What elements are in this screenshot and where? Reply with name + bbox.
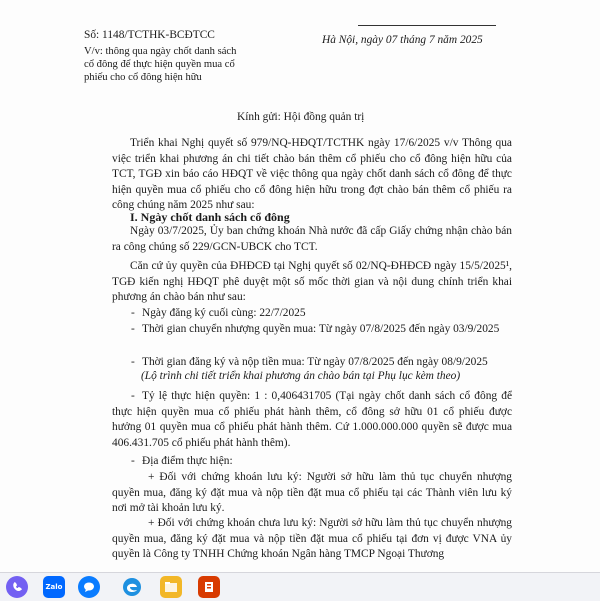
subject-line-1: V/v: thông qua ngày chốt danh sách bbox=[84, 46, 237, 57]
subject-line-2: cổ đông để thực hiện quyền mua cổ bbox=[84, 59, 235, 70]
zalo-icon[interactable] bbox=[43, 576, 65, 598]
recipient: Kính gửi: Hội đồng quản trị bbox=[237, 111, 365, 123]
bullet-subscription-period: Thời gian đăng ký và nộp tiền mua: Từ ngày 07/8/2025 đến ngày 08/9/2025 bbox=[142, 356, 488, 368]
bullet-transfer-period: Thời gian chuyển nhượng quyền mua: Từ ngày 07/8/2025 đến ngày 03/9/2025 bbox=[142, 323, 500, 335]
bullet-location: Địa điểm thực hiện: bbox=[142, 455, 233, 467]
bullet-record-date: Ngày đăng ký cuối cùng: 22/7/2025 bbox=[142, 307, 306, 319]
viber-icon[interactable] bbox=[6, 576, 28, 598]
paragraph-authorization: Căn cứ ủy quyền của ĐHĐCĐ tại Nghị quyết số 02/NQ-ĐHĐCĐ ngày 15/5/2025¹, TGĐ kiến nghị HĐQT phê duyệt một số mốc thời gian và nội dung chính triển khai phương án chào bán như sau: bbox=[112, 260, 512, 304]
sub-item-deposited: + Đối với chứng khoán lưu ký: Người sở hữu làm thủ tục chuyển nhượng quyền mua, đăng ký đặt mua và nộp tiền đặt mua cổ phiếu tại các Thành viên lưu ký nơi mở tài khoản lưu ký. bbox=[112, 471, 512, 515]
bullet-mark: - bbox=[131, 455, 135, 467]
edge-icon[interactable] bbox=[121, 576, 143, 598]
taskbar bbox=[0, 572, 600, 601]
subject-line-3: phiếu cho cổ đông hiện hữu bbox=[84, 72, 202, 83]
bullet-mark: - bbox=[131, 390, 135, 402]
section-title: I. Ngày chốt danh sách cổ đông bbox=[130, 210, 290, 224]
sub-item-undeposited: + Đối với chứng khoán chưa lưu ký: Người sở hữu làm thủ tục chuyển nhượng quyền mua, đăng ký đặt mua và nộp tiền đặt mua cổ phiếu tại đơn vị được VNA ủy quyền là Công ty TNHH Chứng khoán Ngân hàng TMCP Ngoại Thương bbox=[112, 517, 512, 561]
paragraph-license: Ngày 03/7/2025, Ủy ban chứng khoán Nhà nước đã cấp Giấy chứng nhận chào bán ra công chúng số 229/GCN-UBCK cho TCT. bbox=[112, 225, 512, 253]
bullet-exercise-ratio: Tỷ lệ thực hiện quyền: 1 : 0,406431705 (Tại ngày chốt danh sách cổ đông để thực hiện quyền mua cổ phiếu phát hành thêm, cổ đông sở hữu 01 cổ phiếu được hưởng 01 quyền mua cổ phiếu phát hành thêm. Cứ 1.000.000.000 quyền sẽ được mua 406.431.705 cổ phiếu phát hành thêm). bbox=[112, 390, 512, 449]
chat-icon[interactable] bbox=[78, 576, 100, 598]
bullet-mark: - bbox=[131, 356, 135, 368]
zalo-label: Zalo bbox=[45, 583, 63, 591]
intro-paragraph: Triển khai Nghị quyết số 979/NQ-HĐQT/TCTHK ngày 17/6/2025 v/v Thông qua việc triển khai phương án chi tiết chào bán thêm cổ phiếu cho cổ đông hiện hữu của TCT, TGĐ xin báo cáo HĐQT về việc thông qua ngày chốt danh sách cổ đông để thực hiện quyền mua cổ phiếu cho cổ đông hiện hữu trong đợt chào bán thêm cổ phiếu ra công chúng năm 2025 như sau: bbox=[112, 137, 512, 212]
appendix-note: (Lộ trình chi tiết triển khai phương án chào bán tại Phụ lục kèm theo) bbox=[141, 370, 461, 382]
document-date: Hà Nội, ngày 07 tháng 7 năm 2025 bbox=[322, 34, 483, 46]
header-rule bbox=[358, 25, 496, 26]
bullet-mark: - bbox=[131, 323, 135, 335]
files-icon[interactable] bbox=[160, 576, 182, 598]
bullet-mark: - bbox=[131, 307, 135, 319]
office-icon[interactable] bbox=[198, 576, 220, 598]
doc-number: Số: 1148/TCTHK-BCĐTCC bbox=[84, 29, 215, 41]
